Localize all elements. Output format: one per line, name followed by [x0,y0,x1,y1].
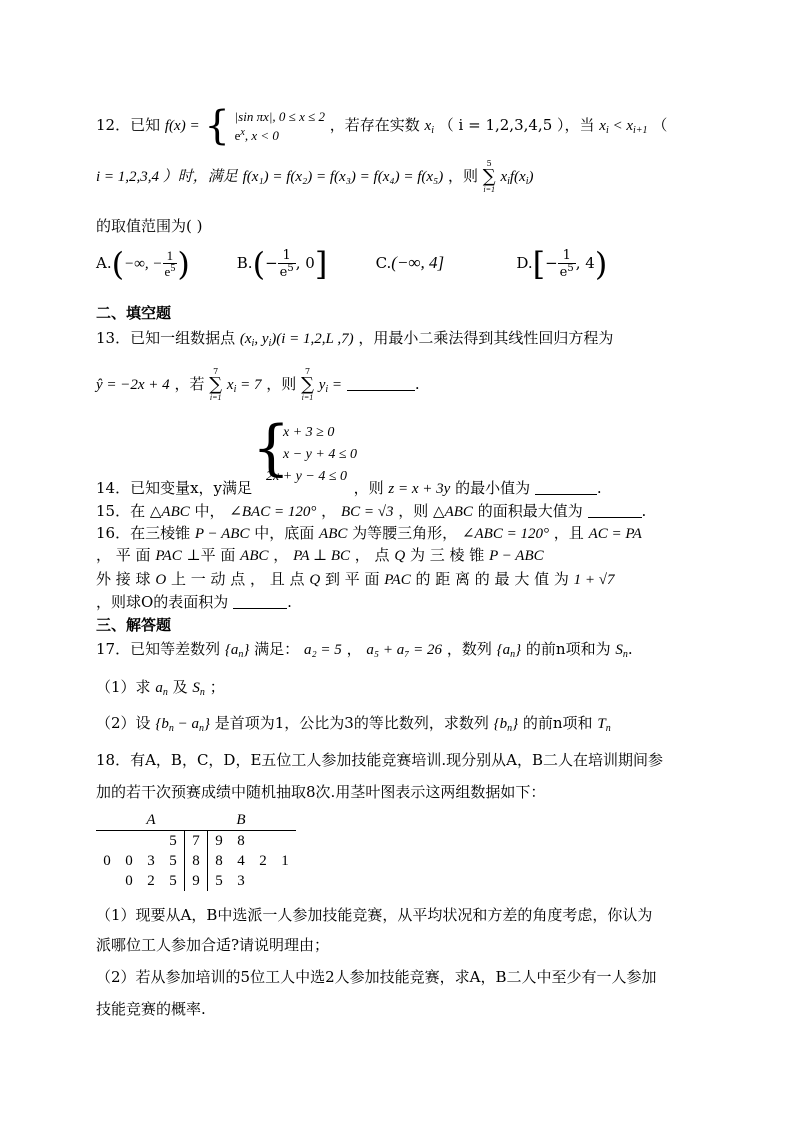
q17-part1 [96,676,225,698]
q13-pts-open: (x [239,331,252,347]
q13-sumy-var: y [318,377,326,393]
q13-pts-mid: , y [254,331,269,347]
stem-leaf-header-pad1 [96,810,118,831]
leaf-a: 3 [147,852,155,869]
q12-ineq-lt: < x [608,118,634,134]
q17-p2-seq [155,716,210,732]
q16-l2-abc: ABC [240,548,269,564]
leaf-b [274,871,296,891]
q16-line4 [96,591,292,612]
q15-comma: ， [321,502,337,520]
q17-tail: ，数列 [446,640,492,658]
q12-case2-e: e [234,127,241,143]
q14-constraint-2: x − y + 4 ≤ 0 [283,447,358,462]
q13-sumx-bot: i=1 [209,393,222,402]
q18-part1-a: （1）现要从A，B中选派一人参加技能竞赛，从平均状况和方差的角度考虑，你认为 [96,906,653,924]
q17-end: . [627,640,633,658]
q12-line1 [96,103,667,149]
q14-lead: 14．已知变量x，y满足 [96,479,253,497]
q12-line3: 的取值范围为( ) [96,217,203,235]
q13-pts-sub2: i [268,338,272,349]
leaf-b: 8 [237,832,245,849]
q13-sumx-sign: ∑ [209,374,223,395]
q12-option-c-body: (−∞, 4] [391,253,445,272]
q12-then: ，则 [448,167,479,185]
q12-sum [483,160,496,194]
q13-pts-sub: i [251,338,255,349]
q12-lead: 12．已知 [96,116,161,134]
q15-lead: 15．在 [96,502,146,520]
q16-l3-val: 1 + √7 [573,572,615,588]
q12-option-d [516,245,608,283]
stem-leaf-header [96,810,296,831]
leaf-b: 1 [281,852,289,869]
q18-part1-b: 派哪位工人参加合适?请说明理由； [96,936,330,954]
q17-p2-c: 的前n项和 [522,714,593,732]
q16-answer-blank[interactable] [233,594,287,609]
q17-p2-bn: {b [155,716,169,732]
q12-option-b-minus: − [265,254,278,272]
q16-l1-eq: AC = PA [588,526,642,542]
stem-leaf-header-pad6 [274,810,296,831]
q17-an-sub: n [238,649,244,660]
q17-a2: a₂ = 5 [303,642,342,658]
stem: 8 [185,851,208,871]
q12-paren: （ [652,116,668,134]
q13-sum-y [301,368,314,402]
q16-l2-perp: PA ⊥ BC [293,548,350,564]
leaf-b: 3 [237,872,245,889]
leaf-b: 8 [215,852,223,869]
section3-heading: 三、解答题 [96,616,172,634]
q14-constraint-3: 2x + y − 4 ≤ 0 [266,469,348,484]
q17-an-open: {a [224,642,239,658]
stem-leaf-row [96,831,296,852]
q16-l1-angle: ∠ABC = 120° [461,526,549,542]
q17-p1-a: （1）求 [96,678,151,696]
q13-then: ，则 [266,375,297,393]
q17-line1 [96,638,633,660]
q16-l2-q: Q [394,548,406,564]
leaf-a [140,831,162,852]
q12-case2 [235,126,325,145]
q17-p2-bn2-sub: n [507,723,513,734]
q13-regression: ŷ = −2x + 4 [96,377,170,393]
q15-triangle2: △ABC [433,504,473,520]
q12-option-b-label: B. [236,254,253,272]
q12-option-d-lbracket: [ [532,245,546,283]
q17-p2-a: （2）设 [96,714,151,732]
q13-points [240,331,354,347]
q12-option-d-num: 1 [558,249,576,264]
q17-p2-an-sub: n [198,723,204,734]
q13-sumx-var: x [226,377,234,393]
q16-l2-c: ， [273,546,289,564]
q16-l2-pabc: P − ABC [489,548,544,564]
q12-option-d-minus: − [545,254,558,272]
q12-option-a-exp: 5 [170,263,176,274]
q13-sumx-top: 7 [213,367,219,376]
q12-option-b [236,245,371,283]
q12-mid: ，若存在实数 [329,116,420,134]
q12-brace: { [204,103,230,149]
q17-sn: S [615,642,623,658]
stem-leaf-header-pad2 [118,810,140,831]
q17-an [225,642,250,658]
q12-option-c [376,253,512,273]
q16-l2-a: ， 平 面 [96,546,151,564]
q12-line2-a: i = 1,2,3,4 ）时，满足 [96,169,238,185]
q12-option-b-num: 1 [278,249,296,264]
q15-mid1: 中， [194,502,225,520]
q12-option-a [96,245,232,283]
q12-option-a-label: A. [96,254,112,272]
q12-case2-tail: , x < 0 [244,127,279,143]
leaf-a: 0 [103,852,111,869]
leaf-b: 4 [237,852,245,869]
q17-sep: ， [346,640,362,658]
q12-sum-body-tail: f(x [509,169,526,185]
q13-answer-blank[interactable] [347,376,415,391]
leaf-b: 5 [215,872,223,889]
q17-an2-sub: n [510,649,516,660]
q13-sumy-sub: i [325,384,329,395]
q16-l1-d: ，且 [553,524,584,542]
q17-p2-tn-sub: n [605,723,611,734]
q12-sum-body-tail-sub: i [525,176,529,187]
q15-bc: BC = √3 [340,504,394,520]
stem-leaf-row [96,871,296,891]
q17-p2-bn-sub: n [168,723,174,734]
stem-leaf-header-b: B [230,810,252,831]
q17-p1-sn: S [192,680,200,696]
q12-option-a-neginf: −∞, − [124,256,163,272]
q12-sum-bot: i=1 [483,185,496,194]
q17-an2-open: {a [496,642,511,658]
q12-cases [235,108,325,144]
q12-option-b-e: e [279,264,288,280]
q13-sumy-sign: ∑ [301,374,314,395]
q12-option-a-e: e [164,264,171,279]
q14-brace: { [252,413,291,483]
q12-option-c-label: C. [375,254,392,272]
q18-line2: 加的若干次预赛成绩中随机抽取8次.用茎叶图表示这两组数据如下： [96,783,546,801]
q17-sn-sub: n [622,649,628,660]
q17-p1-c: ； [209,678,225,696]
stem-leaf-plot [96,810,296,891]
q12-option-b-zero: , 0 [295,254,315,272]
q15-angle: ∠BAC = 120° [229,504,317,520]
stem-leaf-header-pad5 [252,810,274,831]
q17-an2 [497,642,522,658]
q15-triangle: △ABC [149,504,190,520]
leaf-a [96,831,118,852]
q12-sum-top: 5 [486,159,492,168]
q18-line1: 18．有A，B，C，D，E五位工人参加技能竞赛培训.现分别从A，B二人在培训期间参 [96,751,664,769]
q12-case2-exp: x [240,126,245,138]
q12-option-b-lparen: ( [252,245,266,283]
q16-l3-q: Q [309,572,321,588]
q12-option-b-den [278,264,296,280]
q16-l1-b: 中，底面 [254,524,315,542]
q16-end: . [287,593,292,611]
q18-part2-a: （2）若从参加培训的5位工人中选2人参加技能竞赛，求A，B二人中至少有一人参加 [96,968,657,986]
q17-p2-minus: − a [173,716,199,732]
q13-eq: = [328,377,343,393]
q16-l3-c: 到 平 面 [324,570,380,588]
q15-line [96,500,646,521]
q14-answer-blank[interactable] [535,480,597,495]
leaf-b: 9 [215,832,223,849]
q12-option-b-rbracket: ] [314,245,328,283]
q14-end: . [596,479,602,497]
q13-end: . [414,375,420,393]
q12-xi: x [424,118,432,134]
q12-option-d-frac [558,249,576,279]
q17-p2-close2: } [512,716,519,732]
q16-l3-pac: PAC [384,572,411,588]
q17-part2 [96,712,611,734]
q13-sumx-sub: i [233,384,237,395]
q17-lead: 17．已知等差数列 [96,640,221,658]
q13-line1-tail: ，用最小二乘法得到其线性回归方程为 [358,329,614,347]
q12-option-d-label: D. [516,254,533,272]
q17-a57: a₅ + a₇ = 26 [366,642,443,658]
q17-p2-close: } [203,716,210,732]
q12-case1: |sin πx|, 0 ≤ x ≤ 2 [234,108,325,124]
q12-xi-sub: i [431,125,434,136]
q13-pts-end: )(i = 1,2,L ,7) [271,331,354,347]
leaf-a: 5 [169,872,177,889]
section2-heading: 二、填空题 [96,304,172,322]
stem-leaf-row [96,851,296,871]
q18-part2-b: 技能竞赛的概率. [96,1000,206,1018]
leaf-b: 2 [259,852,267,869]
q17-mid: 满足： [254,640,300,658]
q16-l1-abc: ABC [319,526,348,542]
q12-option-d-den [558,264,576,280]
leaf-a: 0 [125,852,133,869]
leaf-b [252,871,274,891]
q12-option-a-lparen: ( [111,245,125,283]
q13-eq7: = 7 [236,377,262,393]
q14-constraint-1: x + 3 ≥ 0 [283,425,335,440]
leaf-b [252,831,274,852]
q16-l2-pac: PAC [155,548,182,564]
q15-end: . [641,502,647,520]
q12-eq-chain: f(x₁) = f(x₂) = f(x₃) = f(x₄) = f(x₅) [242,169,444,185]
stem-leaf-header-pad3 [162,810,185,831]
q12-sum-body: x [500,169,508,185]
leaf-a: 2 [147,872,155,889]
q12-ineq-sub2: i+1 [633,125,648,136]
q12-ineq-sub: i [605,125,609,136]
leaf-b [274,831,296,852]
q16-line1 [96,522,642,543]
q13-sum-x [209,368,222,402]
q15-mid2: ，则 [398,502,429,520]
q16-l2-b: ⊥平 面 [186,546,236,564]
stem-leaf-header-pad4 [208,810,231,831]
q13-lead: 13．已知一组数据点 [96,329,236,347]
q13-if: ，若 [174,375,205,393]
q13-sumy-bot: i=1 [301,393,314,402]
q12-ineq: x [599,118,606,134]
q16-l4: ，则球O的表面积为 [96,593,229,611]
stem: 7 [185,831,208,852]
q12-range: （ i = 1,2,3,4,5 ），当 [438,116,595,134]
q17-p2-tn: T [597,716,606,732]
q17-p1-an: a [155,680,163,696]
q14-line [96,477,602,498]
q16-l3-b: 上 一 动 点 ， 且 点 [170,570,305,588]
q16-l2-e: 为 三 棱 锥 [409,546,485,564]
leaf-a [96,871,118,891]
q12-option-b-frac [278,249,296,279]
q17-an2-close: } [515,642,522,658]
q12-fx: f(x) = [164,118,200,134]
q12-option-d-e: e [559,264,568,280]
q17-p2-bn2: {b [493,716,508,732]
q12-option-d-four: , 4 [575,254,595,272]
q15-tail: 的面积最大值为 [477,502,583,520]
q16-line3 [96,568,615,589]
q16-l3-d: 的 距 离 的 最 大 值 为 [415,570,569,588]
q17-tail2: 的前n项和为 [525,640,611,658]
q13-line2 [96,368,420,402]
q12-options [96,245,608,283]
stem: 9 [185,871,208,891]
q13-line1 [96,327,613,349]
q12-sum-body-sub: i [507,176,510,187]
q14-mid: ，则 [353,479,384,497]
q17-p1-an-sub: n [162,687,168,698]
q17-p1-sn-sub: n [199,687,205,698]
q17-p2-seq2 [494,716,519,732]
q13-sumy-top: 7 [304,367,311,376]
q17-p1-b: 及 [172,678,188,696]
stem-leaf-header-stem [185,810,208,831]
q15-answer-blank[interactable] [588,503,642,518]
q16-l1-pyramid: P − ABC [194,526,250,542]
q14-objective: z = x + 3y [388,481,451,497]
q12-option-a-den [163,264,178,279]
q17-p2-b: 是首项为1，公比为3的等比数列，求数列 [214,714,489,732]
stem-leaf-table [96,810,296,891]
q12-sum-close: ) [528,169,534,185]
q16-l1-a: 16．在三棱锥 [96,524,191,542]
q16-l2-d: ， 点 [354,546,390,564]
q14-tail: 的最小值为 [455,479,531,497]
q12-option-b-exp: 5 [287,262,294,274]
q12-option-d-rparen: ) [594,245,608,283]
stem-leaf-header-a: A [140,810,162,831]
q12-option-a-num: 1 [163,249,178,264]
q17-an-close: } [243,642,250,658]
leaf-a: 0 [125,872,133,889]
leaf-a: 5 [169,832,177,849]
q12-option-d-exp: 5 [567,262,574,274]
q16-l1-c: 为等腰三角形， [352,524,458,542]
q16-l3-a: 外 接 球 [96,570,151,588]
q12-line2 [96,160,534,194]
leaf-a: 5 [169,852,177,869]
leaf-a [118,831,140,852]
q12-option-a-rparen: ) [177,245,190,283]
q12-option-a-frac [163,249,178,278]
q12-sum-sign: ∑ [482,166,496,187]
q16-line2 [96,544,544,565]
q16-l3-o: O [155,572,167,588]
